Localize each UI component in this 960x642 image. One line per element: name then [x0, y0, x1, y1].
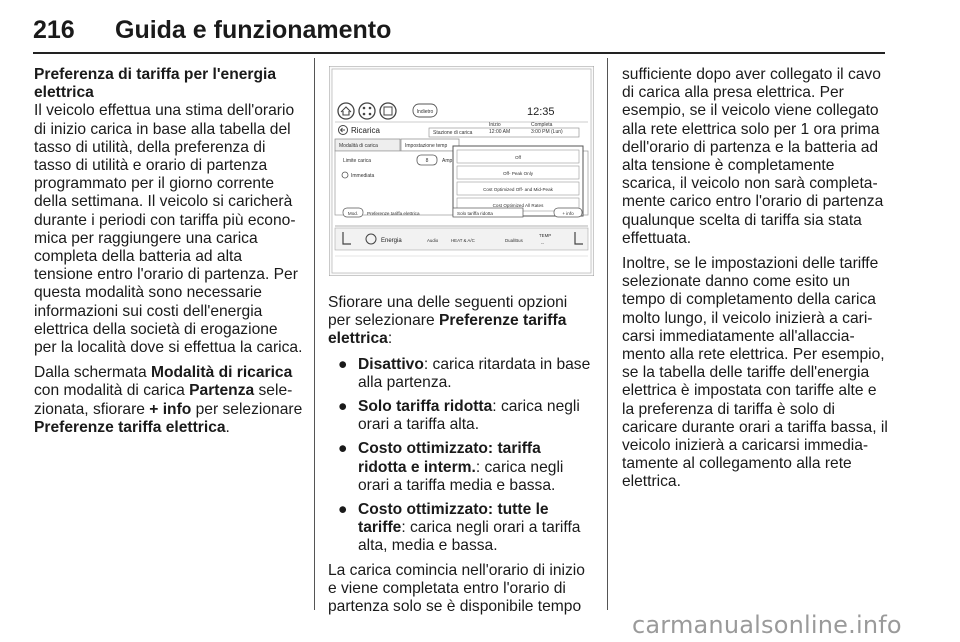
bullet-glyph: ●	[338, 501, 348, 519]
text-run: per selezionare	[191, 400, 303, 418]
page-number: 216	[33, 16, 75, 44]
bullet-glyph: ●	[338, 440, 348, 458]
option-desc: : carica ritardata in base alla partenza.	[358, 355, 591, 391]
list-item	[328, 440, 593, 495]
option-list	[328, 356, 593, 556]
temp-label: TEMP	[539, 233, 552, 238]
option-name: Solo tariffa ridotta	[358, 398, 493, 416]
option-off-mid-peak: Cost Optimized Off- and Mid-Peak	[483, 187, 553, 192]
menu-term: + info	[149, 400, 192, 418]
option-all-rates: Cost Optimized All Rates	[492, 203, 544, 208]
limit-value: 8	[425, 158, 429, 164]
column-divider-1	[314, 58, 315, 610]
start-header: Inizio	[489, 122, 501, 128]
heat-label: HEAT & A/C	[451, 238, 475, 243]
dual-label: Dual/Bus	[505, 238, 523, 243]
pref-value: Solo tariffa ridotta	[457, 211, 493, 216]
complete-value: 3:00 PM (Lun)	[531, 129, 563, 135]
text-run: Dalla schermata	[34, 364, 151, 382]
paragraph	[328, 294, 593, 349]
option-off-peak: Off- Peak Only	[502, 171, 534, 176]
option-name: Costo ottimizzato: tariffa ridotta e interm.	[358, 440, 541, 476]
limit-unit: Amp	[442, 158, 453, 164]
menu-term: Preferenze tariffa elettrica	[34, 418, 226, 436]
infotainment-screen-illustration	[329, 66, 594, 276]
paragraph	[34, 364, 304, 437]
tab-settings: Impostazione temp	[405, 143, 448, 149]
option-name: Costo ottimizzato: tutte le tariffe	[358, 501, 549, 537]
section-heading: Preferenza di tariffa per l'energia elettrica	[34, 66, 277, 102]
list-item	[328, 356, 593, 392]
limit-label: Limite carica	[343, 158, 372, 164]
paragraph: Inoltre, se le impostazioni delle tariffe selezionate danno come esito un tempo di completamento della carica molto lungo, il veicolo inizierà a caricarsi immediatamente all'allacciamento alla rete elettrica. Per esempio, se la tabella delle tariffe dell'energia elettrica è impostata con tariffe alte e la preferenza di tariffa è solo di caricare durante orari a tariffa bassa, il veicolo inizierà a caricarsi immediatamente al collegamento alla rete elettrica.	[622, 255, 888, 491]
clock: 12:35	[527, 106, 555, 118]
header-rule	[33, 52, 885, 54]
pref-label: Preferenze tariffa elettrica	[367, 211, 420, 216]
text-run: :	[387, 330, 393, 348]
immediate-label: Immediata	[351, 173, 375, 179]
menu-term: Modalità di ricarica	[151, 364, 293, 382]
energy-label: Energia	[381, 238, 402, 244]
option-desc: : carica negli orari a tariffa alta, media e bassa.	[358, 519, 581, 555]
home-pill-label: Indietro	[416, 109, 434, 115]
info-button: + info	[562, 211, 574, 216]
tab-charge-mode: Modalità di carica	[339, 143, 378, 149]
column-1	[34, 66, 304, 444]
complete-header: Completa	[531, 122, 553, 128]
menu-term: Partenza	[189, 382, 255, 400]
column-divider-2	[607, 58, 608, 610]
mod-button: Mod.	[347, 211, 359, 216]
option-name: Disattivo	[358, 355, 424, 373]
station-header: Stazione di carica	[433, 130, 473, 136]
watermark: carmanualsonline.info	[632, 611, 902, 639]
column-2	[328, 294, 593, 623]
list-item	[328, 398, 593, 434]
text-run: .	[225, 418, 230, 436]
text-run: selezionata, sfiorare	[34, 382, 293, 418]
text-run: Sfiorare una delle seguenti opzioni per selezionare	[328, 294, 568, 330]
bullet-glyph: ●	[338, 355, 348, 373]
paragraph: sufficiente dopo aver collegato il cavo di carica alla presa elettrica. Per esempio, se il veicolo viene collegato alla rete elettrica solo per 1 ora prima dell'orario di partenza e la batteria ad alta tensione è completamente scarica, il veicolo non sarà completamente carico entro l'orario di partenza qualunque scelta di tariffa sia stata effettuata.	[622, 66, 884, 247]
page-header	[33, 16, 885, 54]
text-run: con modalità di carica	[34, 382, 190, 400]
option-desc: : carica negli orari a tariffa alta.	[358, 398, 580, 434]
menu-term: Preferenze tariffa elettrica	[328, 312, 567, 348]
list-item	[328, 501, 593, 556]
start-value: 12:00 AM	[489, 129, 511, 135]
paragraph: La carica comincia nell'orario di inizio e viene completata entro l'orario di partenza solo se è disponibile tempo	[328, 561, 585, 616]
temp-value: --	[541, 241, 544, 246]
option-desc: : carica negli orari a tariffa media e bassa.	[358, 458, 564, 494]
option-off: Off	[514, 155, 522, 160]
chapter-title: Guida e funzionamento	[115, 16, 392, 44]
bullet-glyph: ●	[338, 398, 348, 416]
paragraph: Il veicolo effettua una stima dell'orario di inizio carica in base alla tabella del tasso di utilità, della preferenza di tasso di utilità e orario di partenza programmato per il giorno corrente della settimana. Il veicolo si caricherà durante i periodi con tariffa più economica per raggiungere una carica completa della batteria ad alta tensione entro l'orario di partenza. Per questa modalità sono necessarie informazioni sui costi dell'energia elettrica della società di erogazione per la località dove si effettua la carica.	[34, 102, 303, 357]
column-3	[622, 66, 888, 499]
audio-label: Audio	[427, 238, 439, 243]
screen-title: Ricarica	[351, 126, 380, 135]
